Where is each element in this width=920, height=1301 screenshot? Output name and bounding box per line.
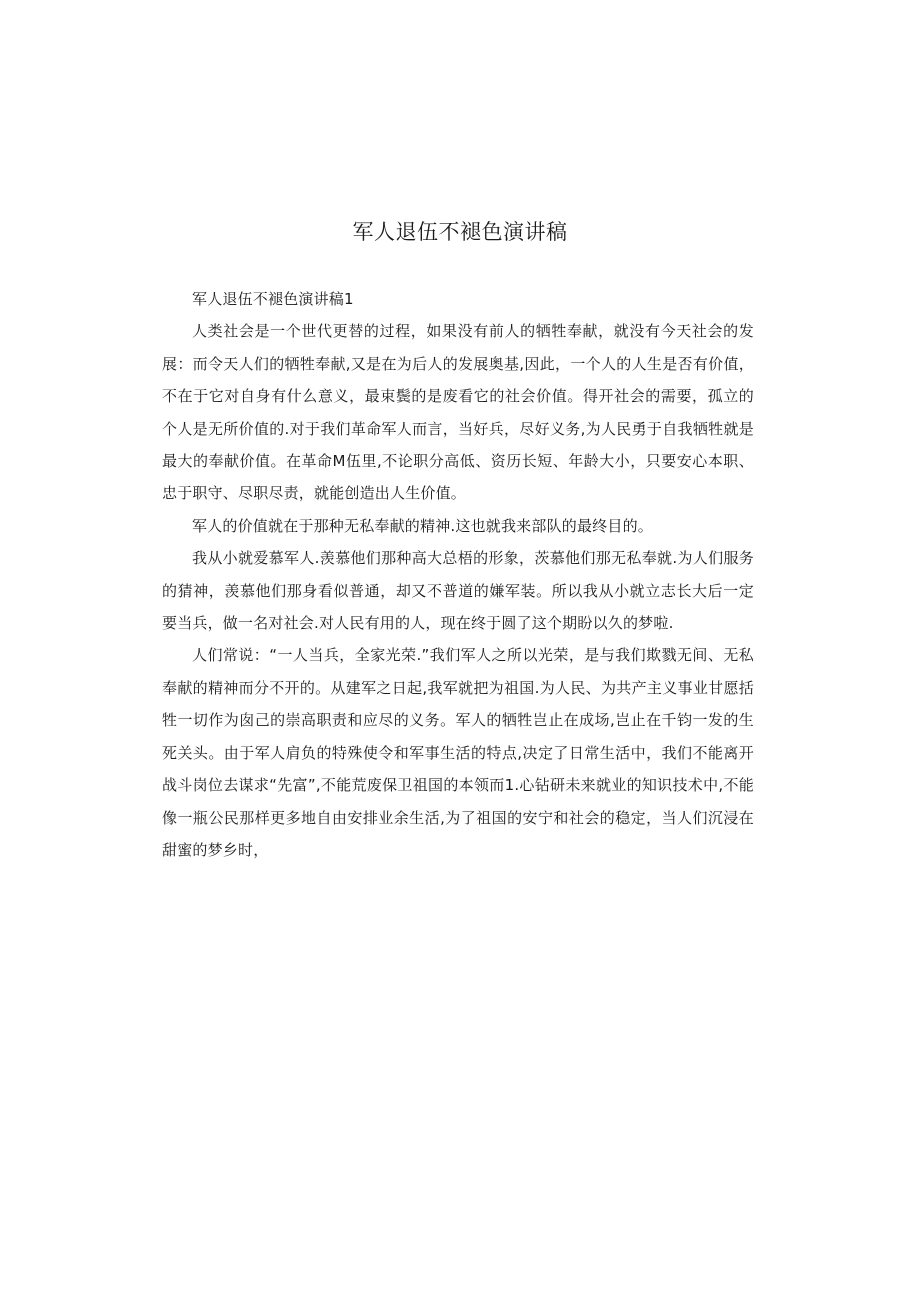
paragraph-1: 人类社会是一个世代更替的过程，如果没有前人的牺牲奉献，就没有今天社会的发展：而令天人们的牺牲奉献,又是在为后人的发展奥基,因此，一个人的人生是否有价值，不在于它对自身有什么意义，最束鬓的是废看它的社会价值。得开社会的需要，孤立的个人是无所价值的.对于我们革命军人而言，当好兵，尽好义务,为人民勇于自我牺牲就是最大的奉献价值。在革命M伍里,不论职分高低、资历长短、年龄大小，只要安心本职、忠于职守、尽职尽责，就能创造出人生价值。 [162,322,754,503]
paragraph-3: 我从小就爱慕军人.羡慕他们那种高大总梧的形象，茨慕他们那无私奉就.为人们服务的猜神，羡慕他们那身看似普通，却又不普道的嫌军装。所以我从小就立志长大后一定要当兵，做一名对社会.对人民有用的人，现在终于圆了这个期盼以久的梦啦. [162,549,754,633]
document-body [162,283,754,866]
document-subtitle: 军人退伍不褪色演讲稿1 [192,290,354,308]
document-title: 军人退伍不褪色演讲稿 [352,220,568,244]
paragraph-2: 军人的价值就在于那种无私奉献的精神.这也就我来部队的最终目的。 [192,516,653,535]
paragraph-4: 人们常说：“一人当兵，全家光荣.”我们军人之所以光荣，是与我们欺戮无间、无私奉献的精神而分不开的。从建军之日起,我军就把为祖国.为人民、为共产主义事业甘愿括牲一切作为囱己的崇高职责和应尽的义务。军人的牺牲岂止在成场,岂止在千钧一发的生死关头。由于军人肩负的特殊使令和军事生活的特点,决定了日常生活中，我们不能离开战斗岗位去谋求“先富”,不能荒废保卫祖国的本领而1.心钻研未来就业的知识技术中,不能像一瓶公民那样更多地自由安排业余生活,为了祖国的安宁和社会的稳定，当人们沉浸在甜蜜的梦乡时， [162,646,754,859]
